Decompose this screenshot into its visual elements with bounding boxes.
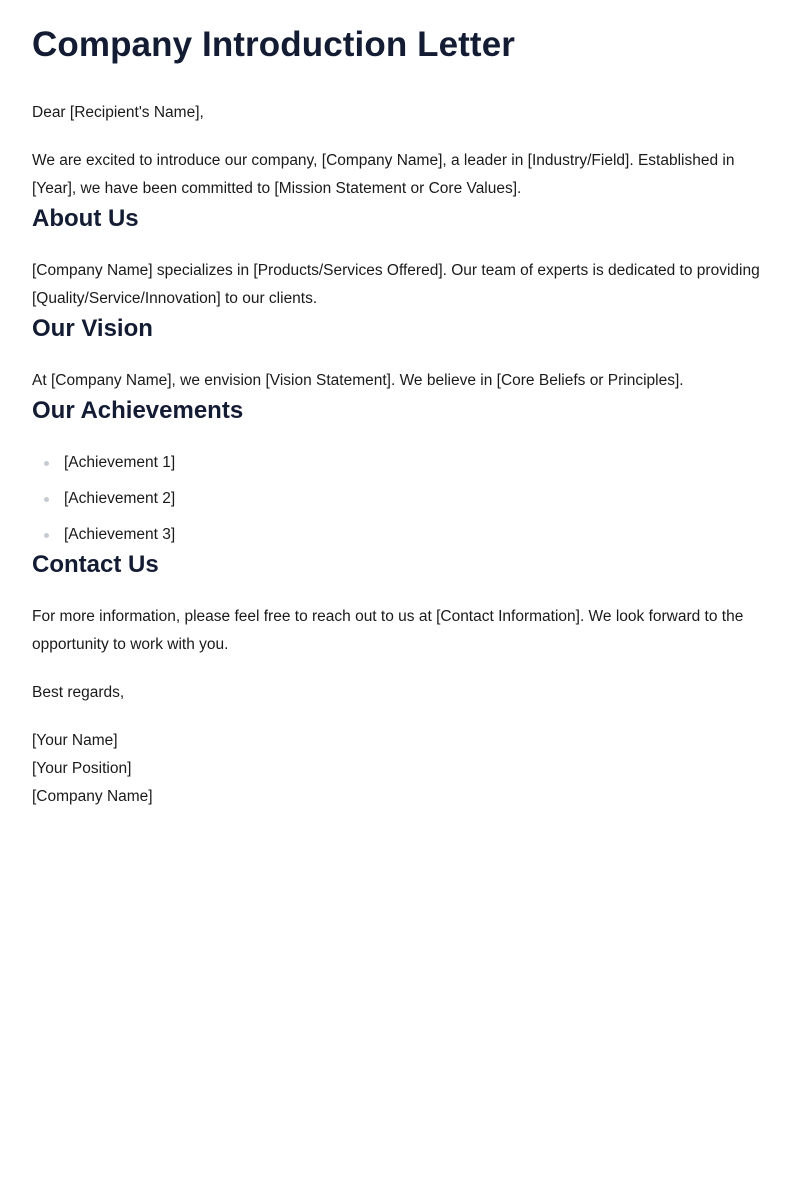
about-heading: About Us — [32, 205, 139, 232]
contact-paragraph: For more information, please feel free to reach out to us at [Contact Information]. We look forward to the opportunity to work with you. — [32, 608, 744, 653]
list-item — [32, 485, 768, 513]
signer-position: [Your Position] — [32, 760, 132, 777]
signature-block — [32, 727, 768, 811]
achievement-text: [Achievement 3] — [64, 526, 176, 543]
vision-paragraph: At [Company Name], we envision [Vision Statement]. We believe in [Core Beliefs or Principles]. — [32, 372, 684, 389]
bullet-icon — [44, 461, 49, 466]
list-item — [32, 449, 768, 477]
about-paragraph: [Company Name] specializes in [Products/Services Offered]. Our team of experts is dedicated to providing [Quality/Service/Innovation] to our clients. — [32, 262, 760, 307]
contact-heading: Contact Us — [32, 551, 159, 578]
closing-text: Best regards, — [32, 684, 125, 701]
signer-name: [Your Name] — [32, 732, 118, 749]
achievement-text: [Achievement 2] — [64, 490, 176, 507]
salutation: Dear [Recipient's Name], — [32, 104, 204, 121]
intro-paragraph: We are excited to introduce our company, [Company Name], a leader in [Industry/Field]. Established in [Year], we have been committed to [Mission Statement or Core Values]. — [32, 152, 735, 197]
vision-heading: Our Vision — [32, 315, 153, 342]
achievements-heading: Our Achievements — [32, 397, 244, 424]
achievement-text: [Achievement 1] — [64, 454, 176, 471]
bullet-icon — [44, 497, 49, 502]
list-item — [32, 521, 768, 549]
achievements-list — [32, 449, 768, 549]
signer-company: [Company Name] — [32, 788, 153, 805]
bullet-icon — [44, 533, 49, 538]
page-title: Company Introduction Letter — [32, 25, 515, 64]
